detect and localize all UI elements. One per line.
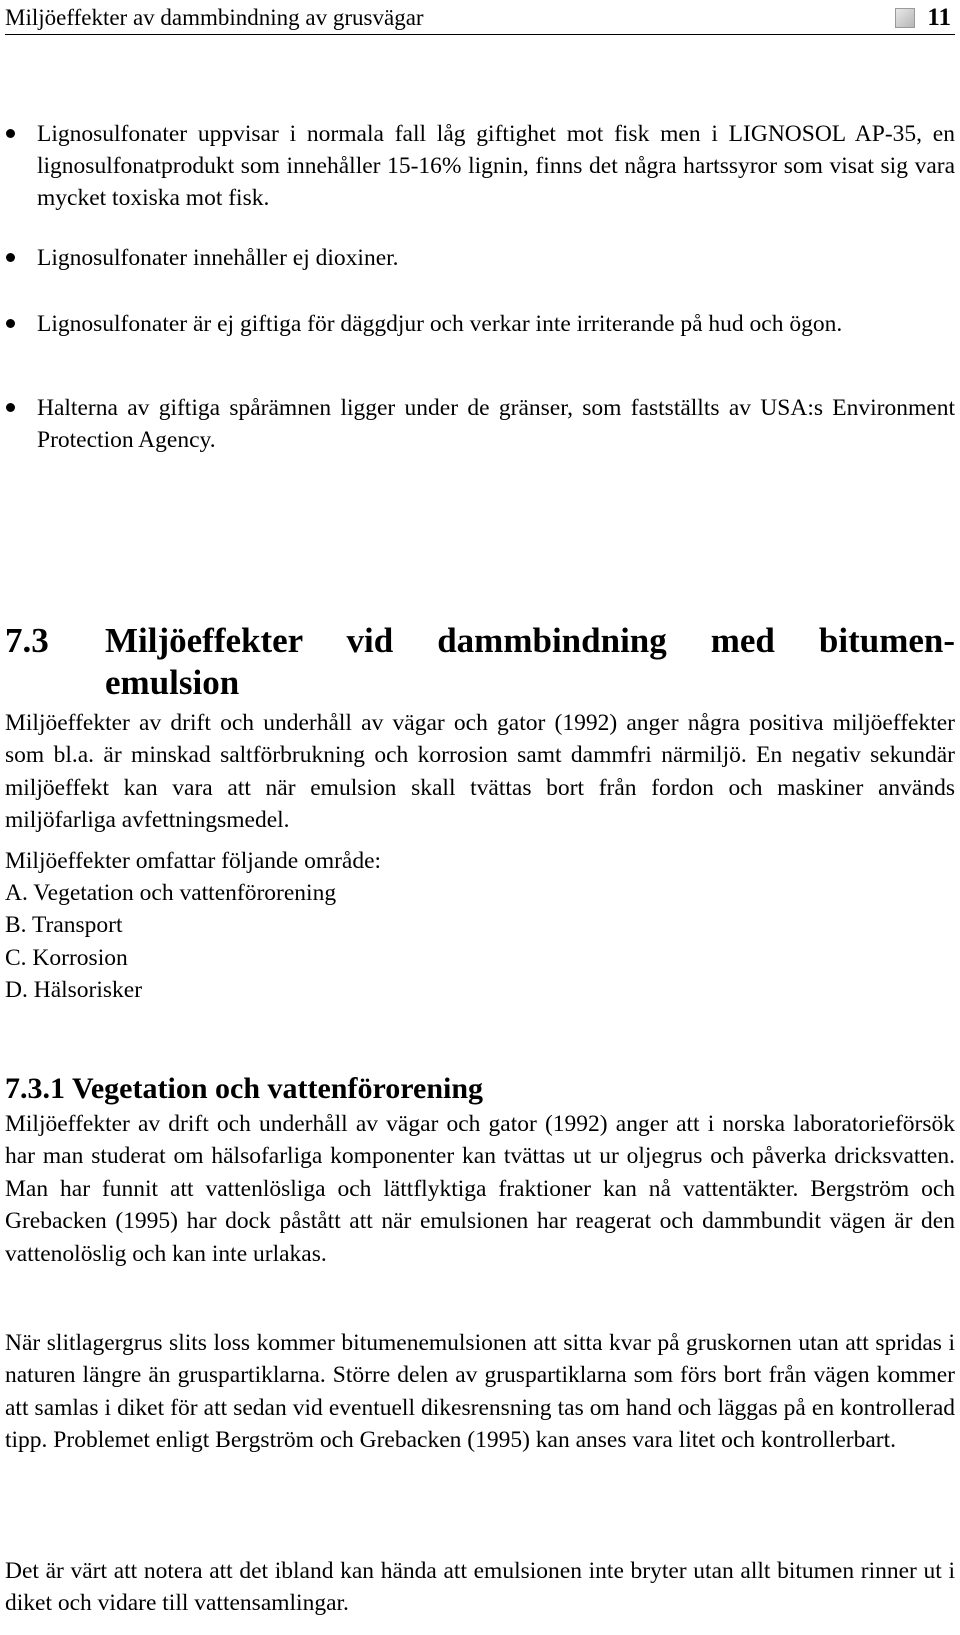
bullet-text: Lignosulfonater är ej giftiga för däggdjur och verkar inte irriterande på hud och ögon. — [37, 311, 843, 337]
section-7-3-paragraph: Miljöeffekter av drift och underhåll av vägar och gator (1992) anger några positiva miljöeffekter som bl.a. är minskad saltförbrukning och korrosion samt dammfri närmiljö. En negativ sekundär miljöeffekt kan vara att när emulsion skall tvättas bort från fordon och maskiner används miljöfarliga avfettningsmedel. — [5, 710, 955, 834]
section-number: 7.3 — [5, 621, 49, 660]
section-title-line2: emulsion — [105, 663, 240, 702]
bullet-dot-icon — [6, 129, 15, 138]
bullet-text: Lignosulfonater uppvisar i normala fall låg giftighet mot fisk men i LIGNOSOL AP-35, en lignosulfonatprodukt som innehåller 15-16% lignin, finns det några hartssyror som visat sig vara mycket toxiska mot fisk. — [37, 121, 955, 211]
section-title-line1: Miljöeffekter vid dammbindning med bitumen- — [105, 621, 955, 660]
list-intro: Miljöeffekter omfattar följande område: — [5, 848, 382, 874]
section-7-3-1-heading: 7.3.1 Vegetation och vattenförorening — [5, 1072, 484, 1105]
list-item: C. Korrosion — [5, 944, 128, 971]
bullet-dot-icon — [6, 319, 15, 328]
list-item: B. Transport — [5, 912, 123, 939]
list-item: D. Hälsorisker — [5, 977, 143, 1004]
section-7-3-1-paragraph: Miljöeffekter av drift och underhåll av vägar och gator (1992) anger att i norska laboratorieförsök har man studerat om hälsofarliga komponenter kan tvättas ut ur oljegrus och påverka dricksvatten. Man har funnit att vattenlösliga och lättflyktiga fraktioner kan nå vattentäkter. Bergström och Grebacken (1995) har dock påstått att när emulsionen har reagerat och dammbundit vägen är den vattenolöslig och kan inte urlakas. — [5, 1111, 955, 1267]
bullet-text: Halterna av giftiga spårämnen ligger under de gränser, som fastställts av USA:s Environment Protection Agency. — [37, 395, 955, 453]
list-item: A. Vegetation och vattenförorening — [5, 880, 337, 906]
page-header — [5, 0, 955, 35]
area-list — [5, 877, 336, 1007]
page-number: 11 — [927, 4, 951, 31]
bullet-dot-icon — [6, 403, 15, 412]
section-7-3-1-paragraph: Det är värt att notera att det ibland kan hända att emulsionen inte bryter utan allt bitumen rinner ut i diket och vidare till vattensamlingar. — [5, 1558, 955, 1617]
page-square-icon — [895, 8, 915, 28]
section-7-3-1-paragraph: När slitlagergrus slits loss kommer bitumenemulsionen att sitta kvar på gruskornen utan att spridas i naturen längre än gruspartiklarna. Större delen av gruspartiklarna som förs bort från vägen kommer att samlas i diket för att sedan vid eventuell dikesrensning tas om hand och läggas på en kontrollerad tipp. Problemet enligt Bergström och Grebacken (1995) kan anses vara litet och kontrollerbart. — [5, 1330, 955, 1454]
bullet-dot-icon — [6, 253, 15, 262]
header-page-indicator — [895, 3, 951, 33]
bullet-text: Lignosulfonater innehåller ej dioxiner. — [37, 245, 399, 271]
header-title: Miljöeffekter av dammbindning av grusvägar — [5, 5, 424, 30]
